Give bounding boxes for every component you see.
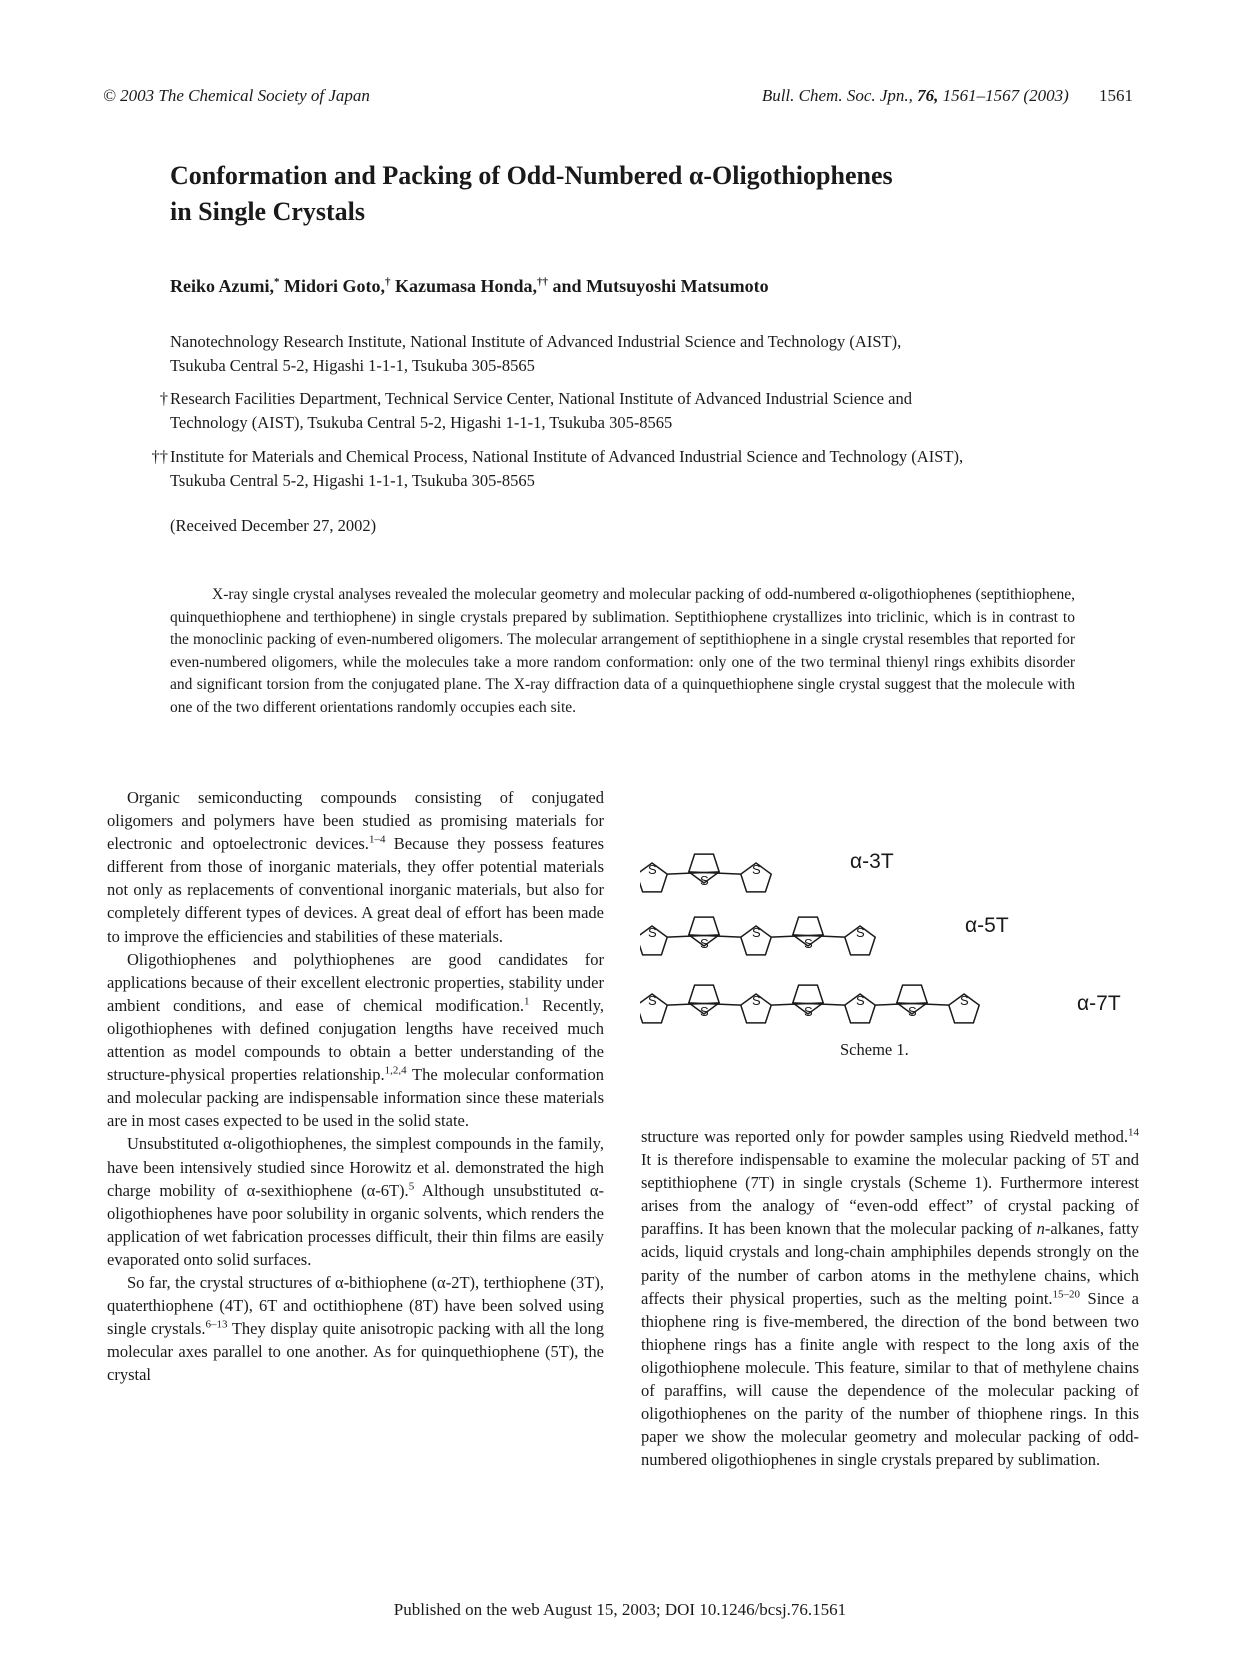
- author-2: Midori Goto,: [284, 276, 386, 296]
- sulfur-atom-label: S: [856, 925, 865, 940]
- paragraph: So far, the crystal structures of α-bithiophene (α-2T), terthiophene (3T), quaterthiophene (4T), 6T and octithiophene (8T) have been solved using single crystals.$^{6-13}$ They display quite anisotropic packing with all the long molecular axes parallel to one another. As for quinquethiophene (5T), the crystal: [107, 1272, 605, 1385]
- author-3-mark: ††: [537, 276, 549, 288]
- citation: 1–4: [368, 833, 386, 846]
- title-line-2: in Single Crystals: [170, 197, 366, 226]
- sulfur-atom-label: S: [700, 1004, 709, 1019]
- paragraph: Unsubstituted α-oligothiophenes, the simplest compounds in the family, have been intensively studied since Horowitz et al. demonstrated the high charge mobility of α-sexithiophene (α-6T).$^5$ Although unsubstituted α-oligothiophenes have poor solubility in organic solvents, which renders the application of wet fabrication processes difficult, their thin films are easily evaporated onto solid surfaces.: [107, 1134, 604, 1269]
- citation: 6–13: [205, 1318, 228, 1331]
- citation: 1: [523, 995, 530, 1008]
- sulfur-atom-label: S: [856, 993, 865, 1008]
- author-1-mark: *: [274, 276, 280, 288]
- affiliation: [159, 387, 1090, 435]
- scheme-1-structures: [640, 828, 1140, 1068]
- affiliation: [151, 445, 1090, 493]
- label-alpha-7t: α-7T: [1077, 992, 1121, 1015]
- journal-pages: 1561–1567 (2003): [942, 86, 1069, 105]
- sulfur-atom-label: S: [700, 936, 709, 951]
- abstract: X-ray single crystal analyses revealed the molecular geometry and molecular packing of odd-numbered α-oligothiophenes (septithiophene, quinquethiophene and terthiophene) in single crystals prepared by sublimation. Septithiophene crystallizes into triclinic, which is in contrast to the monoclinic packing of even-numbered oligomers. The molecular arrangement of septithiophene in a single crystal resembles that reported for even-numbered oligomers, while the molecules take a more random conformation: only one of the two terminal thienyl rings exhibits disorder and significant torsion from the conjugated plane. The X-ray diffraction data of a quinquethiophene single crystal suggest that the molecule with one of the two different orientations randomly occupies each site.: [170, 586, 1075, 716]
- affiliation-line: Technology (AIST), Tsukuba Central 5-2, Higashi 1-1-1, Tsukuba 305-8565: [170, 413, 673, 432]
- author-3: Kazumasa Honda,: [395, 276, 538, 296]
- paper-title: [170, 158, 1070, 230]
- sulfur-atom-label: S: [804, 1004, 813, 1019]
- label-alpha-5t: α-5T: [965, 914, 1009, 937]
- body-column-left: [107, 786, 604, 1386]
- citation: 5: [408, 1180, 415, 1193]
- paragraph: Oligothiophenes and polythiophenes are good candidates for applications because of their excellent electronic properties, stability under ambient conditions, and ease of chemical modification.$^1$ Recently, oligothiophenes with defined conjugation lengths have received much attention as model compounds to obtain a better understanding of the structure-physical properties relationship.$^{1,2,4}$ The molecular conformation and molecular packing are indispensable information since these materials are in most cases expected to be used in the solid state.: [107, 949, 604, 1131]
- citation: 1,2,4: [384, 1064, 407, 1077]
- affiliation-line: Tsukuba Central 5-2, Higashi 1-1-1, Tsukuba 305-8565: [170, 356, 535, 375]
- sulfur-atom-label: S: [648, 925, 657, 940]
- body-column-right: [641, 1125, 1139, 1471]
- scheme-caption: Scheme 1.: [840, 1040, 909, 1059]
- label-alpha-3t: α-3T: [850, 850, 894, 873]
- affiliation-line: Institute for Materials and Chemical Process, National Institute of Advanced Industrial Science and Technology (AIST),: [170, 447, 964, 466]
- sulfur-atom-label: S: [804, 936, 813, 951]
- journal-copyright: © 2003 The Chemical Society of Japan: [103, 86, 370, 105]
- author-list: [170, 276, 769, 297]
- journal-volume: 76,: [917, 86, 939, 105]
- author-2-mark: †: [385, 276, 391, 288]
- author-1: Reiko Azumi,: [170, 276, 275, 296]
- sulfur-atom-label: S: [700, 873, 709, 888]
- sulfur-atom-label: S: [648, 993, 657, 1008]
- citation: 14: [1128, 1126, 1139, 1139]
- page-number: 1561: [1099, 86, 1133, 105]
- sulfur-atom-label: S: [752, 862, 761, 877]
- title-line-1: Conformation and Packing of Odd-Numbered α-Oligothiophenes: [170, 161, 893, 190]
- affiliation: [170, 330, 1090, 378]
- citation: 15–20: [1052, 1288, 1081, 1301]
- affiliation-mark: †: [159, 389, 168, 408]
- footer-doi: Published on the web August 15, 2003; DOI 10.1246/bcsj.76.1561: [393, 1600, 847, 1619]
- sulfur-atom-label: S: [752, 925, 761, 940]
- journal-name: Bull. Chem. Soc. Jpn.,: [761, 86, 913, 105]
- sulfur-atom-label: S: [908, 1004, 917, 1019]
- author-4: and Mutsuyoshi Matsumoto: [552, 276, 769, 296]
- sulfur-atom-label: S: [648, 862, 657, 877]
- affiliation-line: Research Facilities Department, Technical Service Center, National Institute of Advanced Industrial Science and: [170, 389, 912, 408]
- paragraph: structure was reported only for powder samples using Riedveld method.$^{14}$ It is therefore indispensable to examine the molecular packing of 5T and septithiophene (7T) in single crystals (Scheme 1). Furthermore interest arises from the analogy of “even-odd effect” of crystal packing of paraffins. It has been known that the molecular packing of n-alkanes, fatty acids, liquid crystals and long-chain amphiphiles depends strongly on the parity of the number of carbon atoms in the methylene chains, which affects their physical properties, such as the melting point.$^{15-20}$ Since a thiophene ring is five-membered, the direction of the bond between two thiophene rings has a finite angle with respect to the long axis of the oligothiophene molecule. This feature, similar to that of methylene chains of paraffins, will cause the dependence of the molecular packing of oligothiophenes on the parity of the number of thiophene rings. In this paper we show the molecular geometry and molecular packing of odd-numbered oligothiophenes in single crystals prepared by sublimation.: [641, 1126, 1139, 1470]
- affiliation-mark: ††: [151, 447, 168, 466]
- sulfur-atom-label: S: [752, 993, 761, 1008]
- sulfur-atom-label: S: [960, 993, 969, 1008]
- received-date: (Received December 27, 2002): [170, 516, 377, 535]
- affiliation-line: Nanotechnology Research Institute, National Institute of Advanced Industrial Science and Technology (AIST),: [170, 332, 902, 351]
- paragraph: Organic semiconducting compounds consisting of conjugated oligomers and polymers have been studied as promising materials for electronic and optoelectronic devices.$^{1-4}$ Because they possess features different from those of inorganic materials, they offer potential materials not only as replacements of conventional inorganic materials, but also for completely different types of devices. A great deal of effort has been made to improve the efficiencies and stabilities of these materials.: [107, 788, 604, 946]
- journal-citation: [762, 86, 1133, 106]
- affiliation-line: Tsukuba Central 5-2, Higashi 1-1-1, Tsukuba 305-8565: [170, 471, 535, 490]
